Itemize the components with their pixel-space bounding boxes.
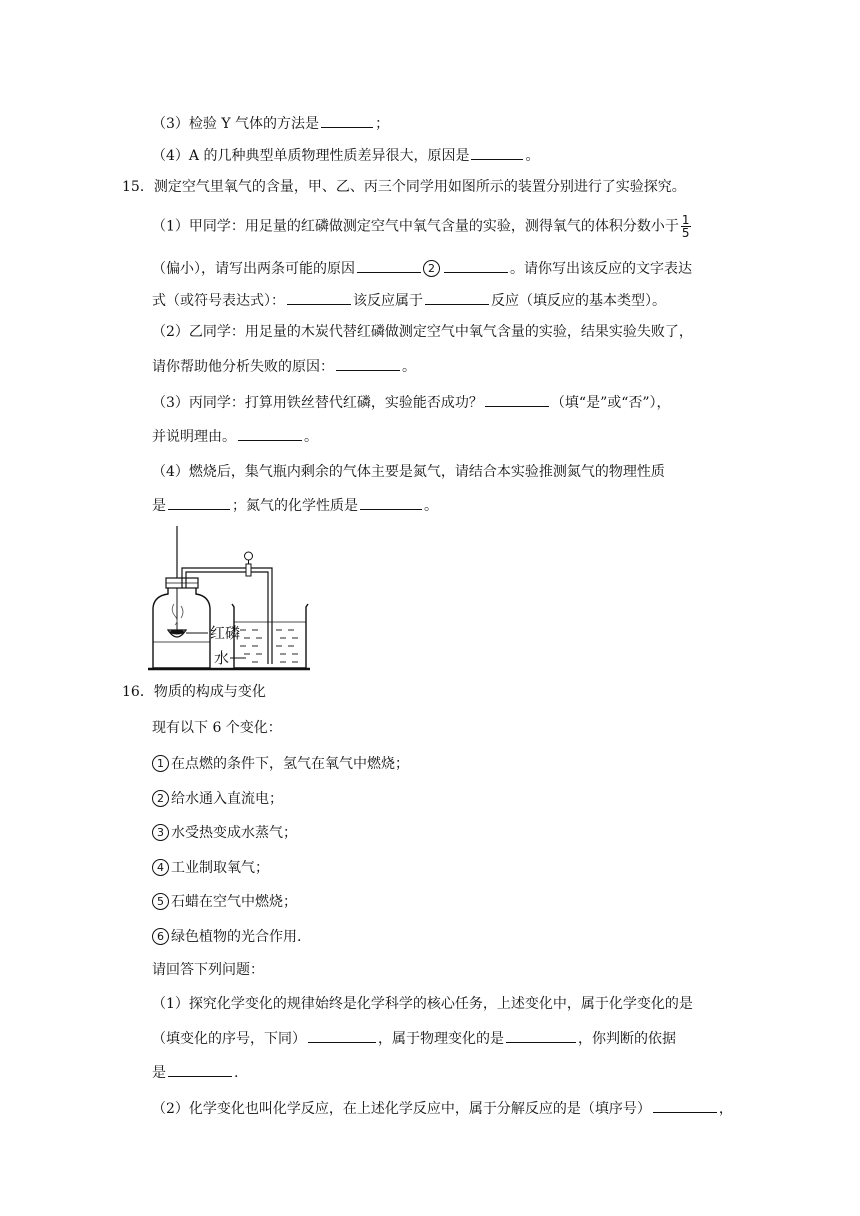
q15-part2-line2: 请你帮助他分析失败的原因： 。 xyxy=(152,356,416,377)
list-item: 4 工业制取氧气； xyxy=(152,858,269,878)
q15-part1-line2: （偏小），请写出两条可能的原因 2 。请你写出该反应的文字表达 xyxy=(152,258,692,279)
water-dashes xyxy=(240,630,298,662)
answer-blank[interactable] xyxy=(168,1062,232,1077)
fraction-one-fifth: $\frac{1}{5}$ xyxy=(681,213,690,240)
answer-blank[interactable] xyxy=(168,495,230,510)
q15-part3-line2: 并说明理由。 。 xyxy=(152,426,318,447)
answer-blank[interactable] xyxy=(471,145,523,160)
apparatus-diagram xyxy=(148,522,312,674)
answer-blank[interactable] xyxy=(360,495,422,510)
q15-title: 15．测定空气里氧气的含量，甲、乙、丙三个同学用如图所示的装置分别进行了实验探究。 xyxy=(122,179,686,195)
q16-intro: 现有以下 6 个变化： xyxy=(152,720,282,736)
q15-part4-line2: 是 ；氮气的化学性质是 。 xyxy=(152,495,438,516)
answer-blank[interactable] xyxy=(357,258,421,273)
label-water: 水 xyxy=(214,649,230,667)
answer-blank[interactable] xyxy=(653,1098,717,1113)
circled-number: 4 xyxy=(152,859,169,876)
q15-part4-line1: （4）燃烧后，集气瓶内剩余的气体主要是氮气，请结合本实验推测氮气的物理性质 xyxy=(152,464,665,480)
red-phosphorus xyxy=(170,630,184,635)
answer-blank[interactable] xyxy=(238,426,302,441)
answer-blank[interactable] xyxy=(506,1028,576,1043)
circled-number: 2 xyxy=(152,790,169,807)
q15-part1-line1: （1）甲同学：用足量的红磷做测定空气中氧气含量的实验，测得氧气的体积分数小于 $\frac{1}{5}$ xyxy=(152,213,690,240)
clamp xyxy=(246,564,251,576)
q16-part2-line1: （2）化学变化也叫化学反应，在上述化学反应中，属于分解反应的是（填序号） ， xyxy=(152,1098,733,1119)
list-item: 5 石蜡在空气中燃烧； xyxy=(152,892,297,912)
q14-part3: （3）检验 Y 气体的方法是 ； xyxy=(152,113,389,134)
answer-blank[interactable] xyxy=(425,290,489,305)
label-phosphorus: 红磷 xyxy=(210,624,241,642)
list-item: 1 在点燃的条件下，氢气在氧气中燃烧； xyxy=(152,754,409,774)
q15-part1-line3: 式（或符号表达式）： 该反应属于 反应（填反应的基本类型）。 xyxy=(152,290,666,311)
answer-blank[interactable] xyxy=(287,290,351,305)
answer-blank[interactable] xyxy=(336,356,400,371)
smoke-icon xyxy=(172,604,177,625)
q16-prompt: 请回答下列问题： xyxy=(152,962,264,978)
q15-part2-line1: （2）乙同学：用足量的木炭代替红磷做测定空气中氧气含量的实验，结果实验失败了， xyxy=(152,324,693,340)
q15-part3-line1: （3）丙同学：打算用铁丝替代红磷，实验能否成功？ （填“是”或“否”）， xyxy=(152,392,671,413)
list-item: 6 绿色植物的光合作用. xyxy=(152,927,301,947)
list-item: 2 给水通入直流电； xyxy=(152,789,283,809)
answer-blank[interactable] xyxy=(308,1028,376,1043)
circled-number: 6 xyxy=(152,928,169,945)
q14-part4: （4）A 的几种典型单质物理性质差异很大，原因是 。 xyxy=(152,145,539,166)
circled-number: 3 xyxy=(152,824,169,841)
list-item: 3 水受热变成水蒸气； xyxy=(152,823,297,843)
circled-number: 2 xyxy=(423,260,440,277)
q16-title: 16．物质的构成与变化 xyxy=(122,684,266,700)
q16-part1-line1: （1）探究化学变化的规律始终是化学科学的核心任务，上述变化中，属于化学变化的是 xyxy=(152,996,693,1012)
circled-number: 5 xyxy=(152,893,169,910)
gas-bottle xyxy=(153,588,210,668)
answer-blank[interactable] xyxy=(485,392,549,407)
circled-number: 1 xyxy=(152,755,169,772)
q16-part1-line2: （填变化的序号，下同） ，属于物理变化的是 ，你判断的依据 xyxy=(152,1028,676,1049)
answer-blank[interactable] xyxy=(444,258,508,273)
answer-blank[interactable] xyxy=(321,113,373,128)
q16-part1-line3: 是 . xyxy=(152,1062,238,1083)
